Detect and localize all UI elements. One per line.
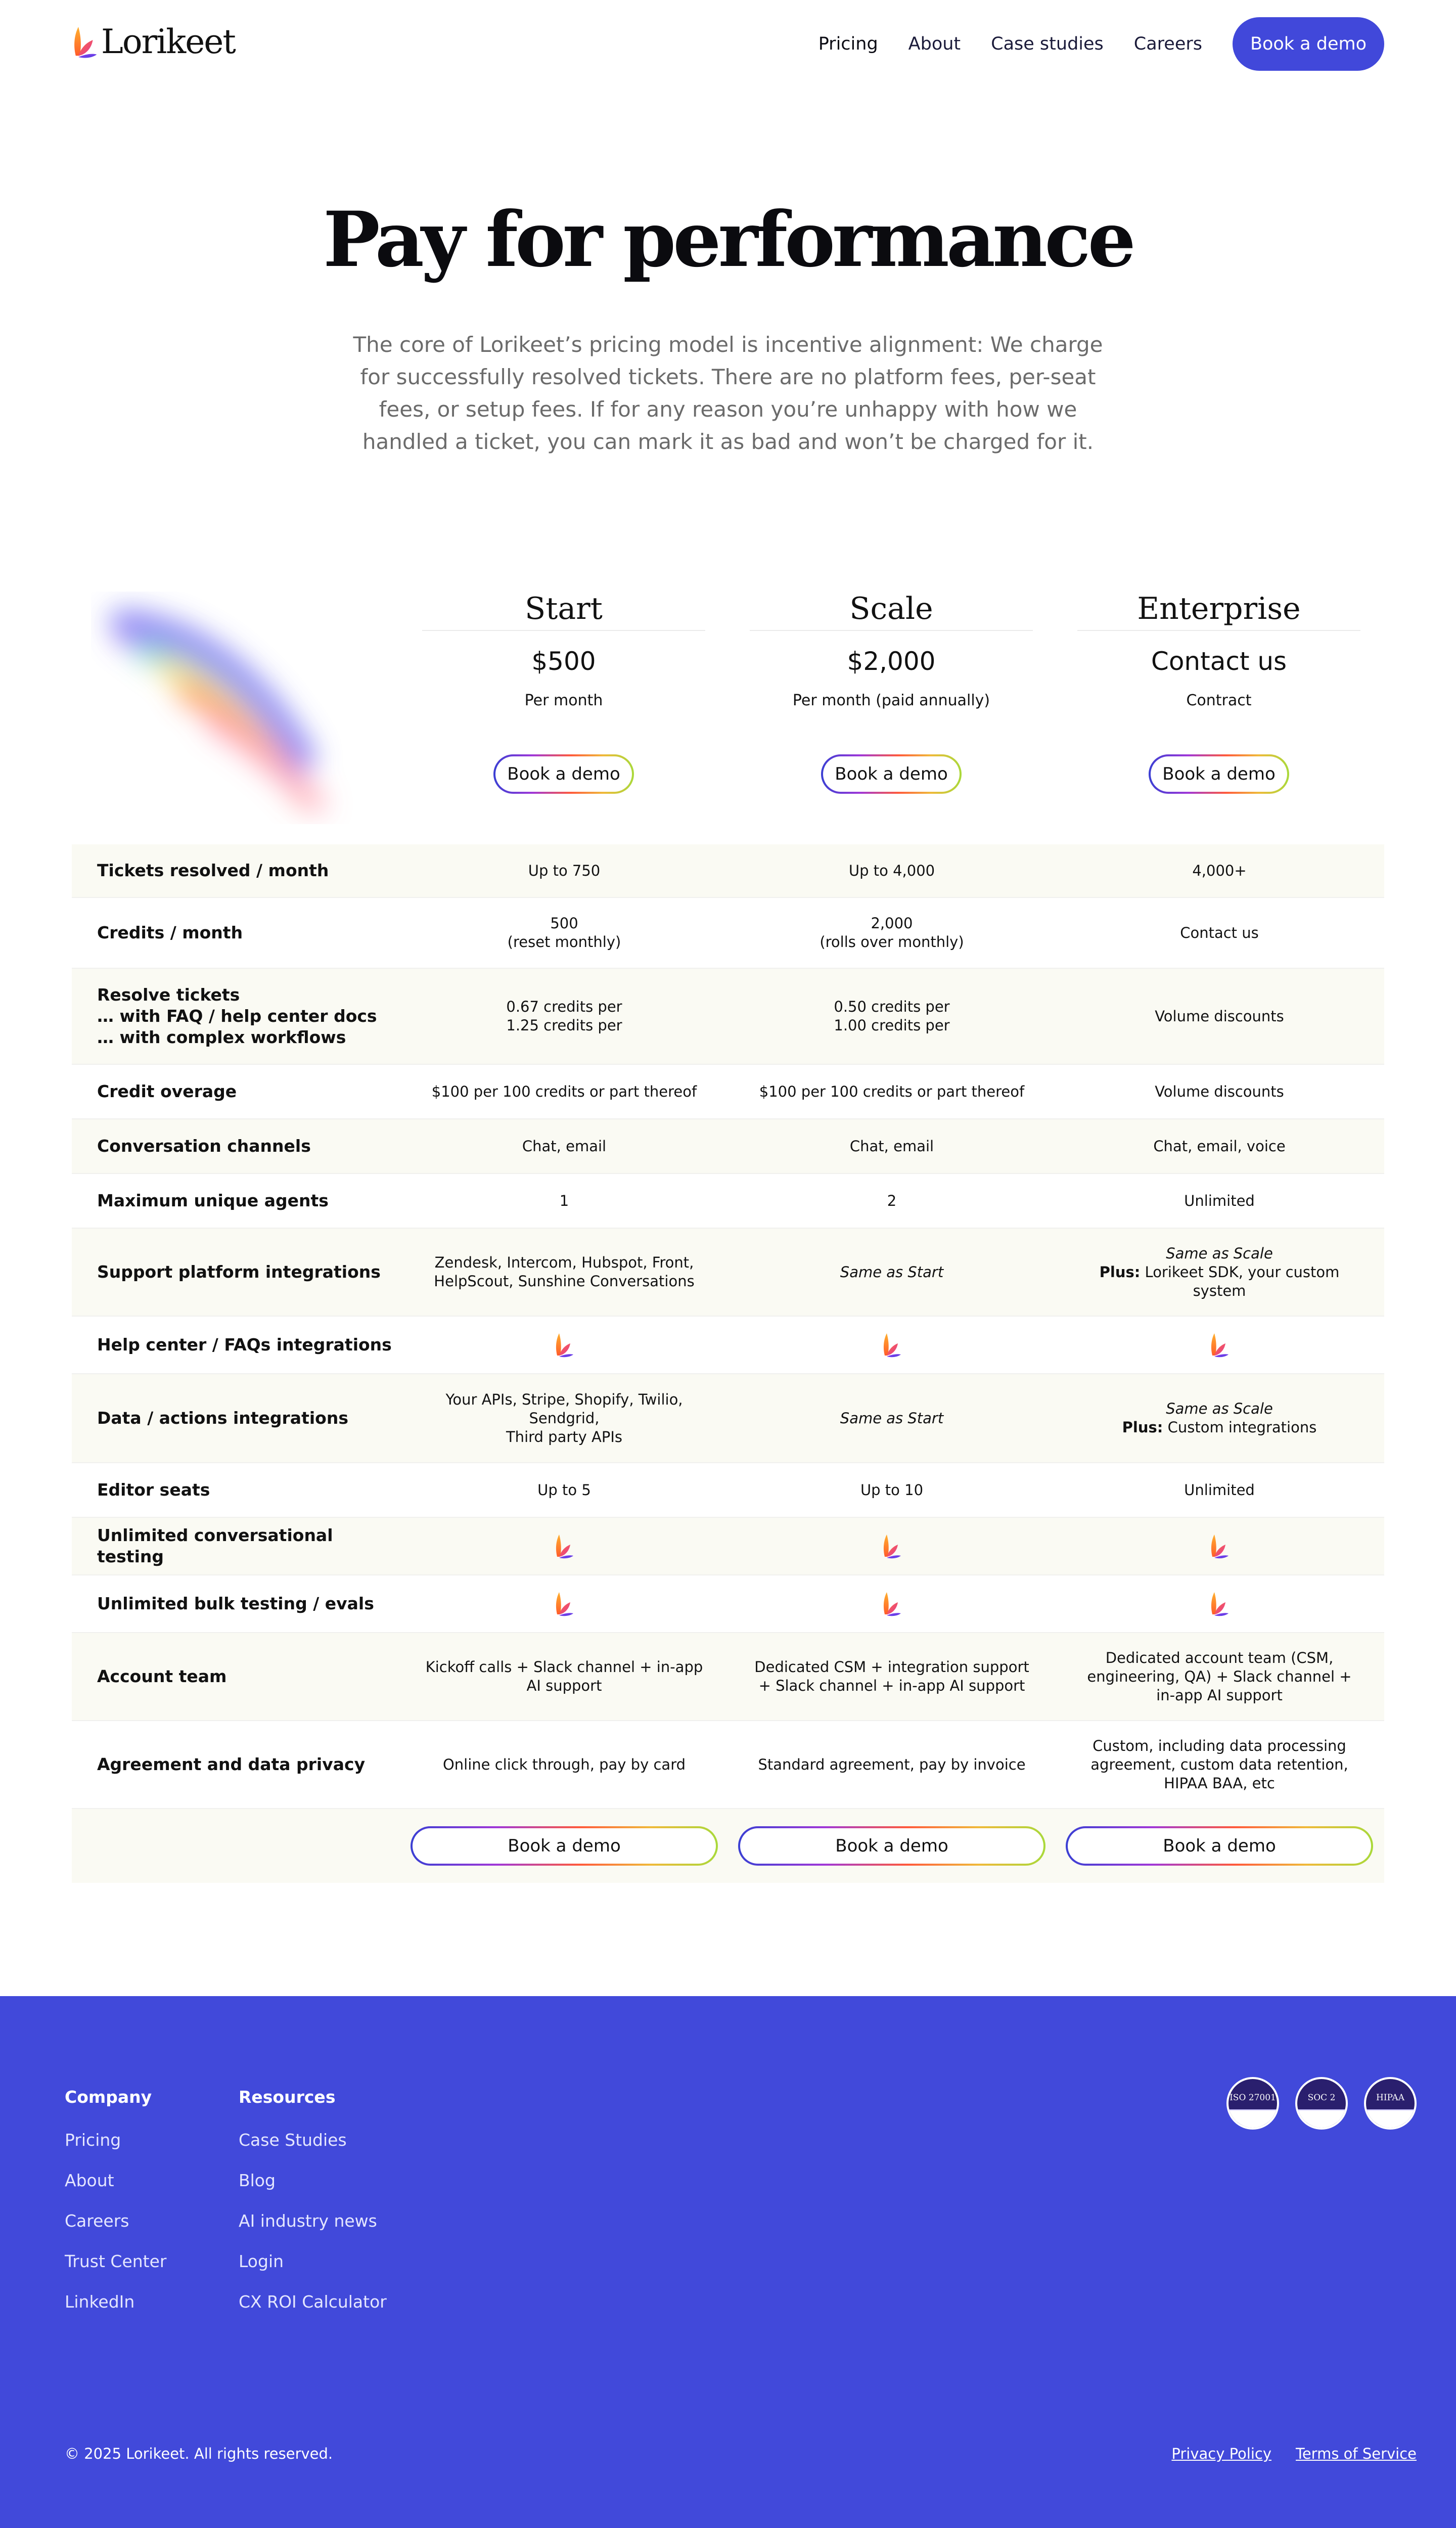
cell-enterprise [1056,1533,1383,1559]
cell-start: 0.67 credits per 1.25 credits per [506,998,622,1034]
table-row [72,1575,1384,1633]
footer-link-blog[interactable]: Blog [239,2171,276,2190]
badge-band [1366,2109,1417,2128]
row-label: Data / actions integrations [97,1408,348,1428]
logo-text: Lorikeet [101,22,235,61]
plan-price: $500 [531,647,596,676]
privacy-policy-link[interactable]: Privacy Policy [1171,2445,1272,2462]
badge-label: ISO 27001 [1230,2093,1276,2103]
table-row [72,1317,1384,1374]
cell-start: 1 [559,1192,569,1209]
button-label: Book a demo [823,756,960,792]
footer-link-case-studies[interactable]: Case Studies [239,2130,347,2150]
button-label: Book a demo [1068,1828,1371,1864]
cell-enterprise [1056,1244,1383,1300]
row-label: Resolve tickets … with FAQ / help center docs … with complex workflows [97,985,377,1047]
plan-start-book-demo-button[interactable] [493,754,634,794]
cell-enterprise: Unlimited [1184,1481,1255,1499]
plan-period: Per month [524,692,603,709]
nav-link-case-studies[interactable]: Case studies [991,34,1104,54]
row-label: Tickets resolved / month [97,861,329,880]
footer-link-cx-roi-calculator[interactable]: CX ROI Calculator [239,2292,387,2312]
plan-period: Per month (paid annually) [792,692,990,709]
cell-enterprise [1056,1332,1383,1358]
nav-link-about[interactable]: About [908,34,961,54]
plan-name: Scale [750,586,1033,631]
badge-band [1297,2109,1348,2128]
nav-link-pricing[interactable]: Pricing [818,34,878,54]
row-label: Help center / FAQs integrations [97,1335,392,1355]
cell-scale: Up to 4,000 [848,862,935,879]
site-header [0,0,1456,87]
table-enterprise-book-demo-button[interactable] [1066,1826,1373,1866]
table-row [72,844,1384,898]
button-label: Book a demo [495,756,632,792]
table-start-book-demo-button[interactable] [411,1826,718,1866]
table-row [72,1229,1384,1317]
cell-scale: 2,000 (rolls over monthly) [820,915,964,951]
pricing-comparison-table [72,844,1384,1883]
cell-enterprise [1056,1826,1383,1866]
plan-price: Contact us [1151,647,1287,676]
cell-start [400,1826,728,1866]
cell-start [400,1591,728,1616]
plan-start [422,586,705,794]
lorikeet-check-icon [882,1332,902,1358]
row-label: Account team [97,1666,227,1686]
button-label: Book a demo [740,1828,1043,1864]
cell-scale: Dedicated CSM + integration support + Slack channel + in-app AI support [754,1658,1029,1694]
plan-enterprise [1077,586,1360,794]
button-label: Book a demo [413,1828,716,1864]
cell-enterprise: 4,000+ [1192,862,1247,879]
cell-scale [728,1826,1056,1866]
cell-scale: Chat, email [849,1137,934,1155]
plus-text: Lorikeet SDK, your custom system [1140,1263,1340,1299]
cell-start: Your APIs, Stripe, Shopify, Twilio, Sendgrid, Third party APIs [445,1390,683,1446]
cell-scale [728,1533,1056,1559]
badge-label: SOC 2 [1307,2093,1336,2103]
cell-enterprise: Unlimited [1184,1192,1255,1209]
cell-start: Zendesk, Intercom, Hubspot, Front, HelpScout, Sunshine Conversations [434,1254,695,1290]
row-label: Credits / month [97,923,243,942]
cell-start: Online click through, pay by card [442,1755,686,1773]
cell-scale: 0.50 credits per 1.00 credits per [834,998,950,1034]
book-demo-button[interactable]: Book a demo [1233,17,1384,71]
cell-start: Up to 750 [528,862,601,879]
cell-enterprise: Volume discounts [1155,1007,1284,1025]
lorikeet-check-icon [1209,1332,1230,1358]
main-nav [818,17,1384,71]
lorikeet-check-icon [1209,1591,1230,1616]
cell-scale [728,1332,1056,1358]
plan-price: $2,000 [847,647,936,676]
table-row [72,898,1384,969]
plus-label: Plus: [1099,1263,1141,1281]
row-label: Unlimited conversational testing [97,1525,333,1566]
footer-link-pricing[interactable]: Pricing [65,2130,121,2150]
row-label: Agreement and data privacy [97,1754,366,1774]
footer-link-careers[interactable]: Careers [65,2211,129,2231]
footer-link-trust-center[interactable]: Trust Center [65,2251,167,2271]
plus-text: Custom integrations [1163,1419,1317,1436]
row-label: Support platform integrations [97,1262,381,1282]
table-row [72,1633,1384,1721]
footer-link-linkedin[interactable]: LinkedIn [65,2292,135,2312]
table-row [72,1463,1384,1518]
lorikeet-check-icon [882,1591,902,1616]
cell-enterprise: Volume discounts [1155,1082,1284,1100]
logo[interactable] [72,22,235,61]
row-label: Maximum unique agents [97,1191,329,1210]
cell-start: Kickoff calls + Slack channel + in-app AI support [425,1658,703,1694]
row-label: Conversation channels [97,1136,311,1156]
footer-heading: Resources [239,2087,336,2107]
footer-link-login[interactable]: Login [239,2251,284,2271]
row-label: Editor seats [97,1480,210,1500]
plan-scale-book-demo-button[interactable] [821,754,962,794]
same-as-text: Same as Start [840,1263,944,1281]
table-scale-book-demo-button[interactable] [738,1826,1045,1866]
compliance-badges [1210,2077,1417,2130]
cell-scale [728,1263,1056,1282]
plan-period: Contract [1186,692,1252,709]
plan-scale [750,586,1033,794]
cell-start: $100 per 100 credits or part thereof [431,1082,697,1100]
footer-link-ai-industry-news[interactable]: AI industry news [239,2211,377,2231]
same-as-text: Same as Scale [1166,1244,1273,1262]
cell-enterprise [1056,1591,1383,1616]
table-row [72,969,1384,1065]
badge-band [1228,2109,1279,2128]
soc2-badge-icon [1295,2077,1348,2130]
table-row [72,1721,1384,1809]
nav-link-careers[interactable]: Careers [1133,34,1202,54]
cell-scale [728,1409,1056,1428]
table-row [72,1374,1384,1463]
same-as-text: Same as Start [840,1409,944,1427]
footer-link-about[interactable]: About [65,2171,114,2190]
badge-label: HIPAA [1376,2093,1404,2103]
lorikeet-check-icon [554,1533,574,1559]
table-row [72,1065,1384,1119]
page-subtitle: The core of Lorikeet’s pricing model is incentive alignment: We charge for successfully resolved tickets. There are no platform fees, per-seat fees, or setup fees. If for any reason you’re unhappy with how we handled a ticket, you can mark it as bad and won’t be charged for it. [353,332,1103,454]
cell-start [400,1332,728,1358]
iso-27001-badge-icon [1226,2077,1279,2130]
cell-enterprise: Contact us [1180,924,1259,941]
plus-label: Plus: [1122,1419,1163,1436]
cell-enterprise: Custom, including data processing agreement, custom data retention, HIPAA BAA, etc [1090,1737,1348,1792]
cell-start: Up to 5 [537,1481,591,1499]
cell-enterprise: Dedicated account team (CSM, engineering, QA) + Slack channel + in-app AI support [1087,1649,1352,1704]
cell-scale [728,1591,1056,1616]
button-label: Book a demo [1151,756,1287,792]
legal-links [1147,2445,1417,2462]
plan-name: Enterprise [1077,586,1360,631]
hipaa-badge-icon [1364,2077,1417,2130]
row-label: Unlimited bulk testing / evals [97,1594,374,1613]
cell-enterprise: Chat, email, voice [1153,1137,1286,1155]
plan-name: Start [422,586,705,631]
cell-scale: Standard agreement, pay by invoice [758,1755,1026,1773]
terms-of-service-link[interactable]: Terms of Service [1296,2445,1417,2462]
table-row [72,1174,1384,1229]
rainbow-decoration [91,592,374,824]
row-label: Credit overage [97,1081,237,1101]
cell-enterprise [1056,1400,1383,1437]
table-row [72,1119,1384,1174]
cell-scale: 2 [887,1192,897,1209]
lorikeet-logo-icon [72,25,98,59]
footer-heading: Company [65,2087,152,2107]
footer-column-resources [239,2087,387,2315]
copyright-text: © 2025 Lorikeet. All rights reserved. [65,2445,333,2462]
site-footer [0,1996,1456,2528]
same-as-text: Same as Scale [1166,1400,1273,1417]
lorikeet-check-icon [554,1591,574,1616]
plan-enterprise-book-demo-button[interactable] [1149,754,1289,794]
lorikeet-check-icon [554,1332,574,1358]
footer-column-company [65,2087,166,2315]
cell-start: Chat, email [522,1137,607,1155]
lorikeet-check-icon [1209,1533,1230,1559]
table-row [72,1518,1384,1575]
page-title: Pay for performance [323,195,1133,284]
cell-scale: Up to 10 [860,1481,924,1499]
cell-start: 500 (reset monthly) [507,915,621,951]
cell-scale: $100 per 100 credits or part thereof [759,1082,1025,1100]
table-cta-row [72,1809,1384,1883]
lorikeet-check-icon [882,1533,902,1559]
cell-start [400,1533,728,1559]
